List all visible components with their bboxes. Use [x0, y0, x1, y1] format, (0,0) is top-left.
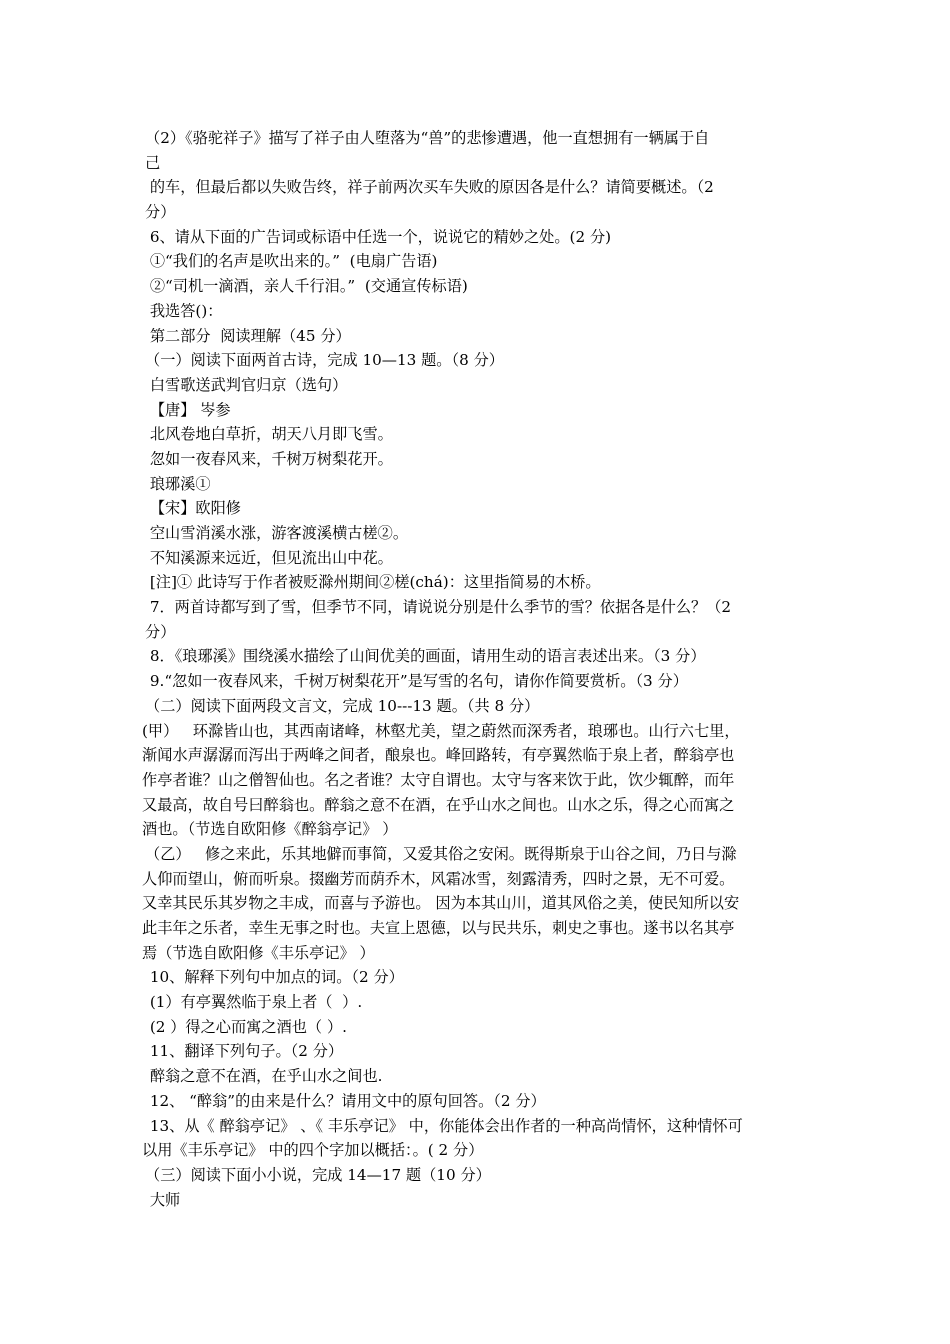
poem-1-line-2: 忽如一夜春风来，千树万树梨花开。 [145, 449, 393, 468]
question-10: 10、解释下列句中加点的词。（2 分） [145, 968, 404, 987]
question-13-line-2: 以用《丰乐亭记》 中的四个字加以概括：。( 2 分） [142, 1141, 484, 1160]
passage-yi-line-4: 此丰年之乐者，幸生无事之时也。夫宣上恩德，以与民共乐，刺史之事也。遂书以名其亭 [142, 919, 735, 937]
question-5-2-line-2: 己 [145, 153, 161, 172]
poem-1-author: 【唐】 岑参 [145, 400, 231, 419]
question-7-line-1: 7．两首诗都写到了雪，但季节不同，请说说分别是什么季节的雪？依据各是什么？（2 [145, 598, 732, 617]
question-11-sentence: 醉翁之意不在酒，在乎山水之间也. [145, 1067, 383, 1086]
passage-yi-line-3: 又幸其民乐其岁物之丰成，而喜与予游也。 因为本其山川，道其风俗之美，使民知所以安 [142, 894, 740, 913]
section-three-heading: （三）阅读下面小小说，完成 14—17 题（10 分） [145, 1165, 491, 1184]
story-title: 大师 [145, 1190, 181, 1209]
passage-jia-line-4: 又最高，故自号曰醉翁也。醉翁之意不在酒，在乎山水之间也。山水之乐，得之心而寓之 [142, 795, 735, 814]
question-7-line-2: 分） [145, 622, 176, 641]
question-12: 12、 “醉翁”的由来是什么？请用文中的原句回答。（2 分） [145, 1091, 546, 1110]
question-5-2-line-4: 分） [145, 203, 176, 222]
passage-yi-line-2: 人仰而望山，俯而听泉。掇幽芳而荫乔木，风霜冰雪，刻露清秀，四时之景，无不可爱。 [142, 869, 735, 888]
passage-jia-line-2: 渐闻水声潺潺而泻出于两峰之间者，酿泉也。峰回路转，有亭翼然临于泉上者，醉翁亭也 [142, 746, 735, 765]
document-body [142, 126, 813, 1212]
poem-1-line-1: 北风卷地白草折，胡天八月即飞雪。 [145, 425, 393, 444]
question-6-answer-line: 我选答()： [145, 301, 223, 320]
passage-jia-line-3: 作亭者谁？山之僧智仙也。名之者谁？太守自谓也。太守与客来饮于此，饮少辄醉，而年 [142, 770, 735, 789]
passage-jia-line-5: 酒也。（节选自欧阳修《醉翁亭记》 ） [142, 820, 398, 839]
passage-jia-line-1: (甲） 环滁皆山也，其西南诸峰，林壑尤美，望之蔚然而深秀者，琅琊也。山行六七里， [142, 721, 740, 740]
poem-note: [注]① 此诗写于作者被贬滁州期间②槎(chá)：这里指简易的木桥。 [145, 573, 601, 592]
part-two-heading: 第二部分 阅读理解（45 分） [145, 326, 351, 345]
question-10-item-2: (2 ）得之心而寓之酒也（ ）. [145, 1017, 347, 1036]
question-6-option-2: ②“司机一滴酒，亲人千行泪。” (交通宣传标语) [145, 277, 468, 296]
section-one-heading: （一）阅读下面两首古诗，完成 10—13 题。（8 分） [145, 351, 504, 370]
poem-2-line-1: 空山雪消溪水涨，游客渡溪横古槎②。 [145, 524, 409, 542]
passage-yi-line-1: （乙） 修之来此，乐其地僻而事简，又爱其俗之安闲。既得斯泉于山谷之间，乃日与滁 [145, 844, 737, 863]
question-6-option-1: ①“我们的名声是吹出来的。” (电扇广告语) [145, 252, 438, 271]
question-10-item-1: (1）有亭翼然临于泉上者（ ）. [145, 993, 363, 1012]
question-9: 9.“忽如一夜春风来，千树万树梨花开”是写雪的名句，请你作简要赏析。（3 分） [145, 672, 688, 691]
poem-2-line-2: 不知溪源来远近，但见流出山中花。 [145, 548, 393, 567]
section-two-heading: （二）阅读下面两段文言文，完成 10---13 题。（共 8 分） [145, 696, 540, 715]
question-13-line-1: 13、从《 醉翁亭记》 、《 丰乐亭记》 中，你能体会出作者的一种高尚情怀，这种情怀可 [145, 1116, 743, 1135]
poem-2-author: 【宋】欧阳修 [145, 499, 241, 518]
question-5-2-line-3: 的车，但最后都以失败告终，祥子前两次买车失败的原因各是什么？请简要概述。（2 [145, 178, 714, 197]
passage-yi-line-5: 焉（节选自欧阳修《丰乐亭记》 ） [142, 943, 375, 962]
question-5-2-line-1: （2）《骆驼祥子》描写了祥子由人堕落为“兽”的悲惨遭遇，他一直想拥有一辆属于自 [145, 129, 710, 147]
poem-1-title: 白雪歌送武判官归京（选句） [145, 375, 348, 394]
question-11: 11、翻译下列句子。（2 分） [145, 1042, 344, 1061]
question-8: 8．《琅琊溪》围绕溪水描绘了山间优美的画面，请用生动的语言表述出来。（3 分） [145, 647, 706, 666]
question-6-prompt: 6、请从下面的广告词或标语中任选一个，说说它的精妙之处。(2 分) [145, 227, 612, 246]
poem-2-title: 琅琊溪① [145, 474, 211, 493]
